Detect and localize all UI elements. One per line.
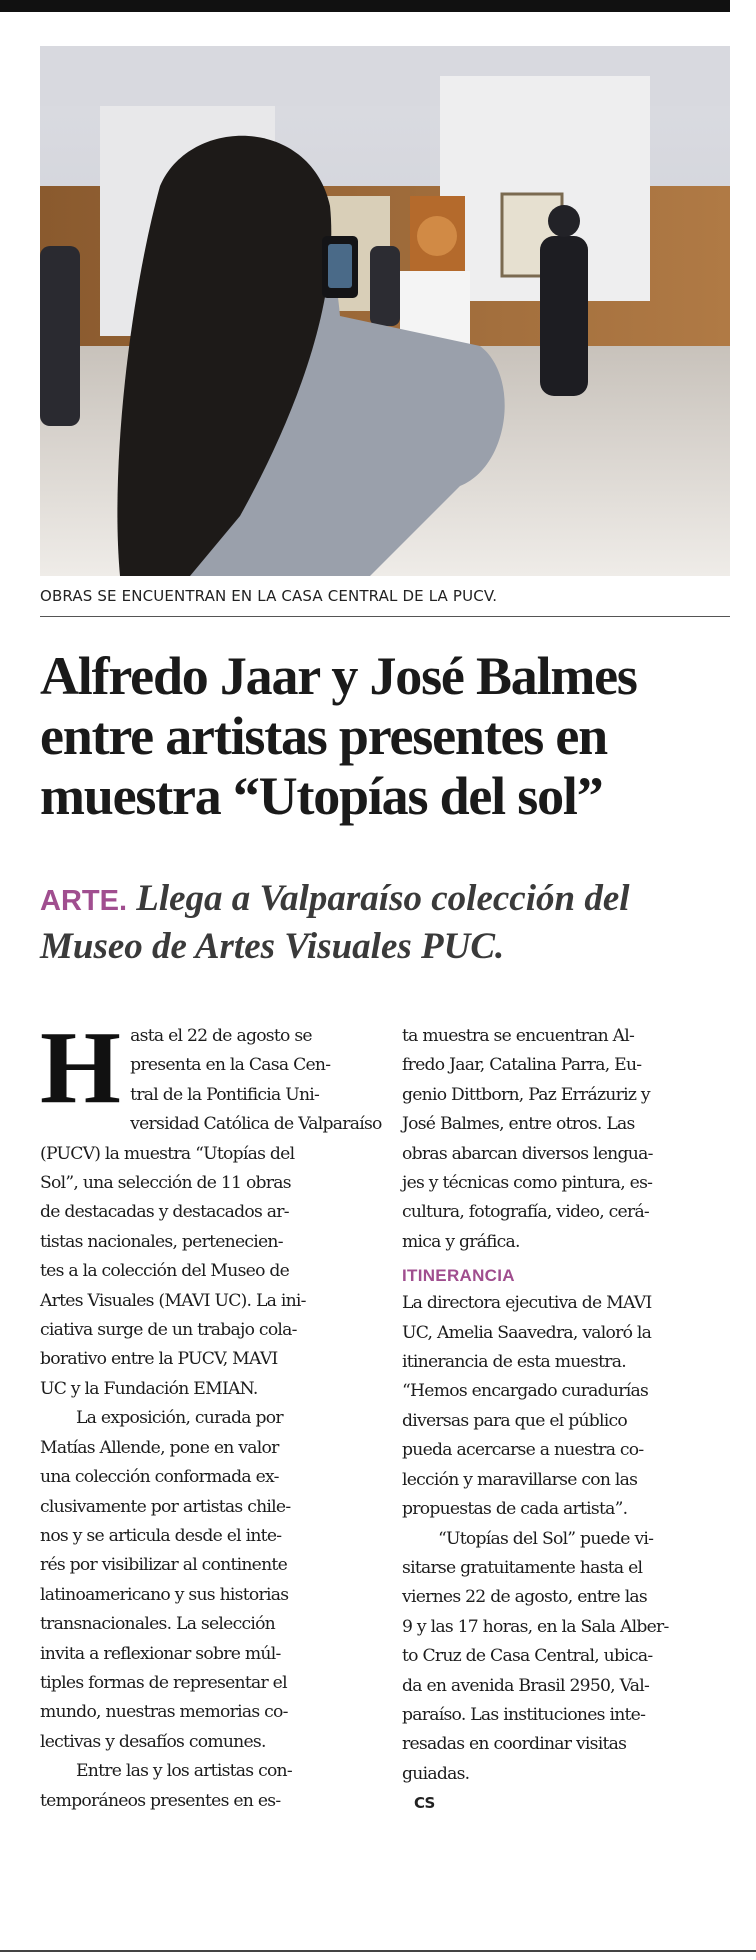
text-line: UC, Amelia Saavedra, valoró la <box>402 1322 652 1343</box>
caption-rule <box>40 616 730 617</box>
text-line: latinoamericano y sus historias <box>40 1584 289 1605</box>
text-line: mica y gráfica. <box>402 1231 520 1252</box>
text-line: La exposición, curada por <box>76 1408 283 1429</box>
text-line: jes y técnicas como pintura, es- <box>402 1173 653 1194</box>
column-right <box>402 1022 732 1819</box>
text-line: clusivamente por artistas chile- <box>40 1496 291 1517</box>
text-line: invita a reflexionar sobre múl- <box>40 1643 281 1664</box>
section-label: ARTE. <box>40 885 127 917</box>
text-line: pueda acercarse a nuestra co- <box>402 1440 644 1461</box>
text-line: una colección conformada ex- <box>40 1467 279 1488</box>
column-left <box>40 1010 382 1816</box>
text-line: nos y se articula desde el inte- <box>40 1525 282 1546</box>
paragraph <box>402 1022 732 1257</box>
text-line: presenta en la Casa Cen- <box>130 1055 331 1076</box>
text-line: guiadas. <box>402 1763 470 1784</box>
text-line: lección y maravillarse con las <box>402 1469 638 1490</box>
lead-line: Museo de Artes Visuales PUC. <box>40 926 505 967</box>
text-line: tral de la Pontificia Uni- <box>130 1084 320 1105</box>
text-line: ta muestra se encuentran Al- <box>402 1026 635 1046</box>
text-line: mundo, nuestras memorias co- <box>40 1702 288 1723</box>
text-line: asta el 22 de agosto se <box>130 1026 312 1046</box>
top-rule <box>0 0 730 12</box>
gallery-photo-illustration <box>40 46 730 576</box>
paragraph <box>40 1010 382 1404</box>
text-line-last <box>402 1760 732 1819</box>
text-line: “Utopías del Sol” puede vi- <box>438 1528 654 1549</box>
gallery-photo <box>40 46 730 576</box>
text-line: “Hemos encargado curadurías <box>402 1381 649 1402</box>
text-line: Sol”, una selección de 11 obras <box>40 1173 291 1194</box>
text-line: resadas en coordinar visitas <box>402 1734 627 1755</box>
paragraph <box>402 1525 732 1819</box>
text-line: tes a la colección del Museo de <box>40 1261 290 1282</box>
text-line: itinerancia de esta muestra. <box>402 1352 626 1373</box>
lead <box>40 876 740 970</box>
bottom-rule <box>0 1950 756 1952</box>
text-line: UC y la Fundación EMIAN. <box>40 1378 258 1399</box>
text-line: versidad Católica de Valparaíso <box>130 1114 382 1135</box>
text-line: diversas para que el público <box>402 1410 628 1431</box>
text-line: cultura, fotografía, video, cerá- <box>402 1202 649 1223</box>
text-line: da en avenida Brasil 2950, Val- <box>402 1675 649 1696</box>
headline-line: muestra “Utopías del sol” <box>40 766 603 826</box>
headline-line: Alfredo Jaar y José Balmes <box>40 646 637 706</box>
text-line: obras abarcan diversos lengua- <box>402 1143 653 1164</box>
text-line: ciativa surge de un trabajo cola- <box>40 1320 297 1341</box>
headline <box>40 646 740 826</box>
text-line: transnacionales. La selección <box>40 1614 275 1635</box>
text-line: La directora ejecutiva de MAVI <box>402 1293 652 1314</box>
text-line: José Balmes, entre otros. Las <box>402 1114 635 1135</box>
text-line: (PUCV) la muestra “Utopías del <box>40 1143 295 1164</box>
text-line: Matías Allende, pone en valor <box>40 1437 279 1458</box>
text-line: tistas nacionales, pertenecien- <box>40 1231 283 1252</box>
text-line: fredo Jaar, Catalina Parra, Eu- <box>402 1055 642 1076</box>
drop-cap: H <box>40 1010 121 1125</box>
paragraph <box>40 1404 378 1757</box>
text-line: to Cruz de Casa Central, ubica- <box>402 1646 653 1667</box>
end-mark-icon: CS <box>414 1794 435 1813</box>
text-line: genio Dittborn, Paz Errázuriz y <box>402 1084 650 1105</box>
text-line: borativo entre la PUCV, MAVI <box>40 1349 278 1370</box>
text-line: de destacadas y destacados ar- <box>40 1202 289 1223</box>
text-line: rés por visibilizar al continente <box>40 1555 287 1576</box>
subhead: ITINERANCIA <box>402 1266 515 1286</box>
headline-line: entre artistas presentes en <box>40 706 607 766</box>
text-line: Artes Visuales (MAVI UC). La ini- <box>40 1290 306 1311</box>
text-line: propuestas de cada artista”. <box>402 1499 628 1520</box>
text-line: Entre las y los artistas con- <box>76 1761 292 1782</box>
text-line: viernes 22 de agosto, entre las <box>402 1587 648 1608</box>
text-line: 9 y las 17 horas, en la Sala Alber- <box>402 1616 669 1637</box>
paragraph <box>40 1757 378 1816</box>
text-line: temporáneos presentes en es- <box>40 1790 281 1811</box>
text-line: tiples formas de representar el <box>40 1672 287 1693</box>
lead-text: Llega a Valparaíso colección del <box>136 878 630 919</box>
text-line: lectivas y desafíos comunes. <box>40 1731 266 1752</box>
photo-caption: OBRAS SE ENCUENTRAN EN LA CASA CENTRAL DE LA PUCV. <box>40 587 498 605</box>
lead-line <box>40 876 740 924</box>
text-line: sitarse gratuitamente hasta el <box>402 1557 643 1578</box>
paragraph <box>402 1289 732 1524</box>
text-line: paraíso. Las instituciones inte- <box>402 1704 646 1725</box>
